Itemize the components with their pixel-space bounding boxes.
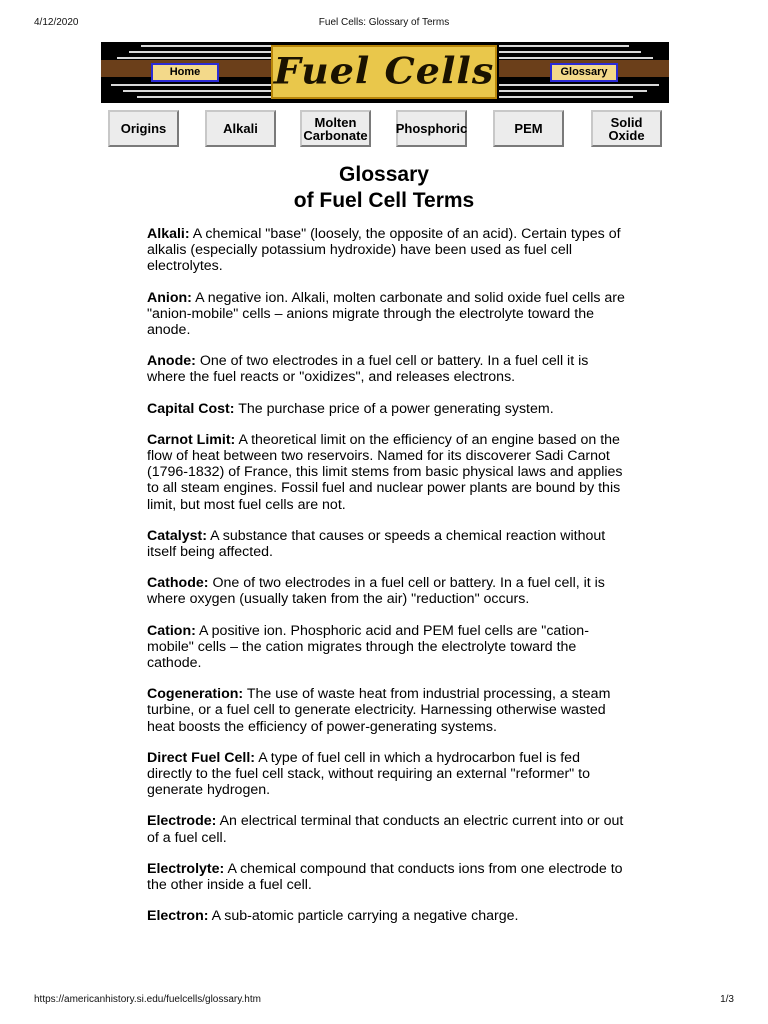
glossary-term: Anion: [147,289,192,306]
page-title-line1: Glossary [339,163,429,186]
glossary-entry-electron [147,908,627,924]
glossary-term: Cogeneration: [147,686,244,703]
glossary-term: Electron: [147,908,209,925]
tab-label: PEM [514,121,543,136]
glossary-entry-cathode [147,575,627,607]
glossary-entry-capital-cost [147,401,627,417]
glossary-term: Capital Cost: [147,400,235,417]
glossary-entry-electrolyte [147,861,627,893]
print-url: https://americanhistory.si.edu/fuelcells/glossary.htm [34,994,261,1005]
fuel-cells-logo [271,45,497,99]
glossary-entry-anode [147,353,627,385]
tab-pem[interactable] [493,110,564,147]
glossary-definition: One of two electrodes in a fuel cell or battery. In a fuel cell it is where the fuel reacts or "oxidizes", and releases electrons. [147,353,589,386]
glossary-definition: A type of fuel cell in which a hydrocarbon fuel is fed directly to the fuel cell stack, without requiring an external "reformer" to generate hydrogen. [147,749,590,799]
tab-label: Phosphoric [395,121,468,136]
glossary-term: Cation: [147,622,196,639]
glossary-term: Carnot Limit: [147,431,236,448]
print-footer [0,994,768,1008]
glossary-button[interactable]: Glossary [550,63,618,82]
glossary-term: Catalyst: [147,527,207,544]
glossary-entry-cation [147,623,627,672]
glossary-definition: A sub-atomic particle carrying a negative charge. [211,908,519,925]
glossary-term: Electrode: [147,813,217,830]
glossary-list [147,226,627,940]
tab-label: Molten Carbonate [303,114,368,143]
home-button[interactable]: Home [151,63,219,82]
glossary-definition: A negative ion. Alkali, molten carbonate and solid oxide fuel cells are "anion-mobile" cells – anions migrate through the electrolyte toward the anode. [147,289,625,339]
tab-molten-carbonate[interactable] [300,110,371,147]
glossary-entry-carnot-limit [147,432,627,513]
glossary-definition: A chemical compound that conducts ions from one electrode to the other inside a fuel cell. [147,860,623,894]
glossary-term: Anode: [147,353,196,370]
logo-text: Fuel Cells [273,49,495,92]
glossary-definition: A substance that causes or speeds a chemical reaction without itself being affected. [147,527,606,561]
glossary-definition: A theoretical limit on the efficiency of an engine based on the flow of heat between two reservoirs. Named for its discoverer Sadi Carnot (1796-1832) of France, this limit stems from basic physical laws and applies to all steam engines. Fossil fuel and nuclear power plants are bound by this limit, but most fuel cells are not. [147,431,623,513]
site-banner [101,42,669,103]
glossary-term: Cathode: [147,575,209,592]
page-title [0,162,768,214]
tab-label: Origins [120,121,167,136]
tab-origins[interactable] [108,110,179,147]
glossary-definition: The purchase price of a power generating system. [238,400,554,417]
glossary-entry-catalyst [147,528,627,560]
tab-label: Alkali [223,121,258,136]
tab-alkali[interactable] [205,110,276,147]
print-date: 4/12/2020 [34,17,79,28]
glossary-term: Alkali: [147,226,190,242]
print-header [0,17,768,31]
glossary-entry-direct-fuel-cell [147,750,627,799]
glossary-definition: An electrical terminal that conducts an electric current into or out of a fuel cell. [147,813,624,846]
tab-label: Solid Oxide [608,114,645,143]
glossary-entry-alkali [147,226,627,275]
fuel-cell-type-nav [0,110,768,148]
print-page-title: Fuel Cells: Glossary of Terms [318,17,450,28]
page-title-line2: of Fuel Cell Terms [293,189,475,212]
glossary-term: Direct Fuel Cell: [147,749,256,766]
glossary-definition: A chemical "base" (loosely, the opposite of an acid). Certain types of alkalis (especially potassium hydroxide) have been used as fuel cell electrolytes. [147,226,621,275]
glossary-entry-electrode [147,813,627,845]
glossary-definition: A positive ion. Phosphoric acid and PEM fuel cells are "cation-mobile" cells – the cation migrates through the electrolyte toward the cathode. [147,622,589,672]
tab-solid-oxide[interactable] [591,110,662,147]
tab-phosphoric[interactable] [396,110,467,147]
glossary-entry-cogeneration [147,686,627,735]
glossary-definition: The use of waste heat from industrial processing, a steam turbine, or a fuel cell to generate electricity. Harnessing otherwise wasted heat boosts the efficiency of power-generating systems. [147,686,611,735]
glossary-term: Electrolyte: [147,860,225,877]
glossary-definition: One of two electrodes in a fuel cell or battery. In a fuel cell, it is where oxygen (usually taken from the air) "reduction" occurs. [147,575,605,608]
glossary-entry-anion [147,290,627,339]
print-page-number: 1/3 [720,994,734,1005]
